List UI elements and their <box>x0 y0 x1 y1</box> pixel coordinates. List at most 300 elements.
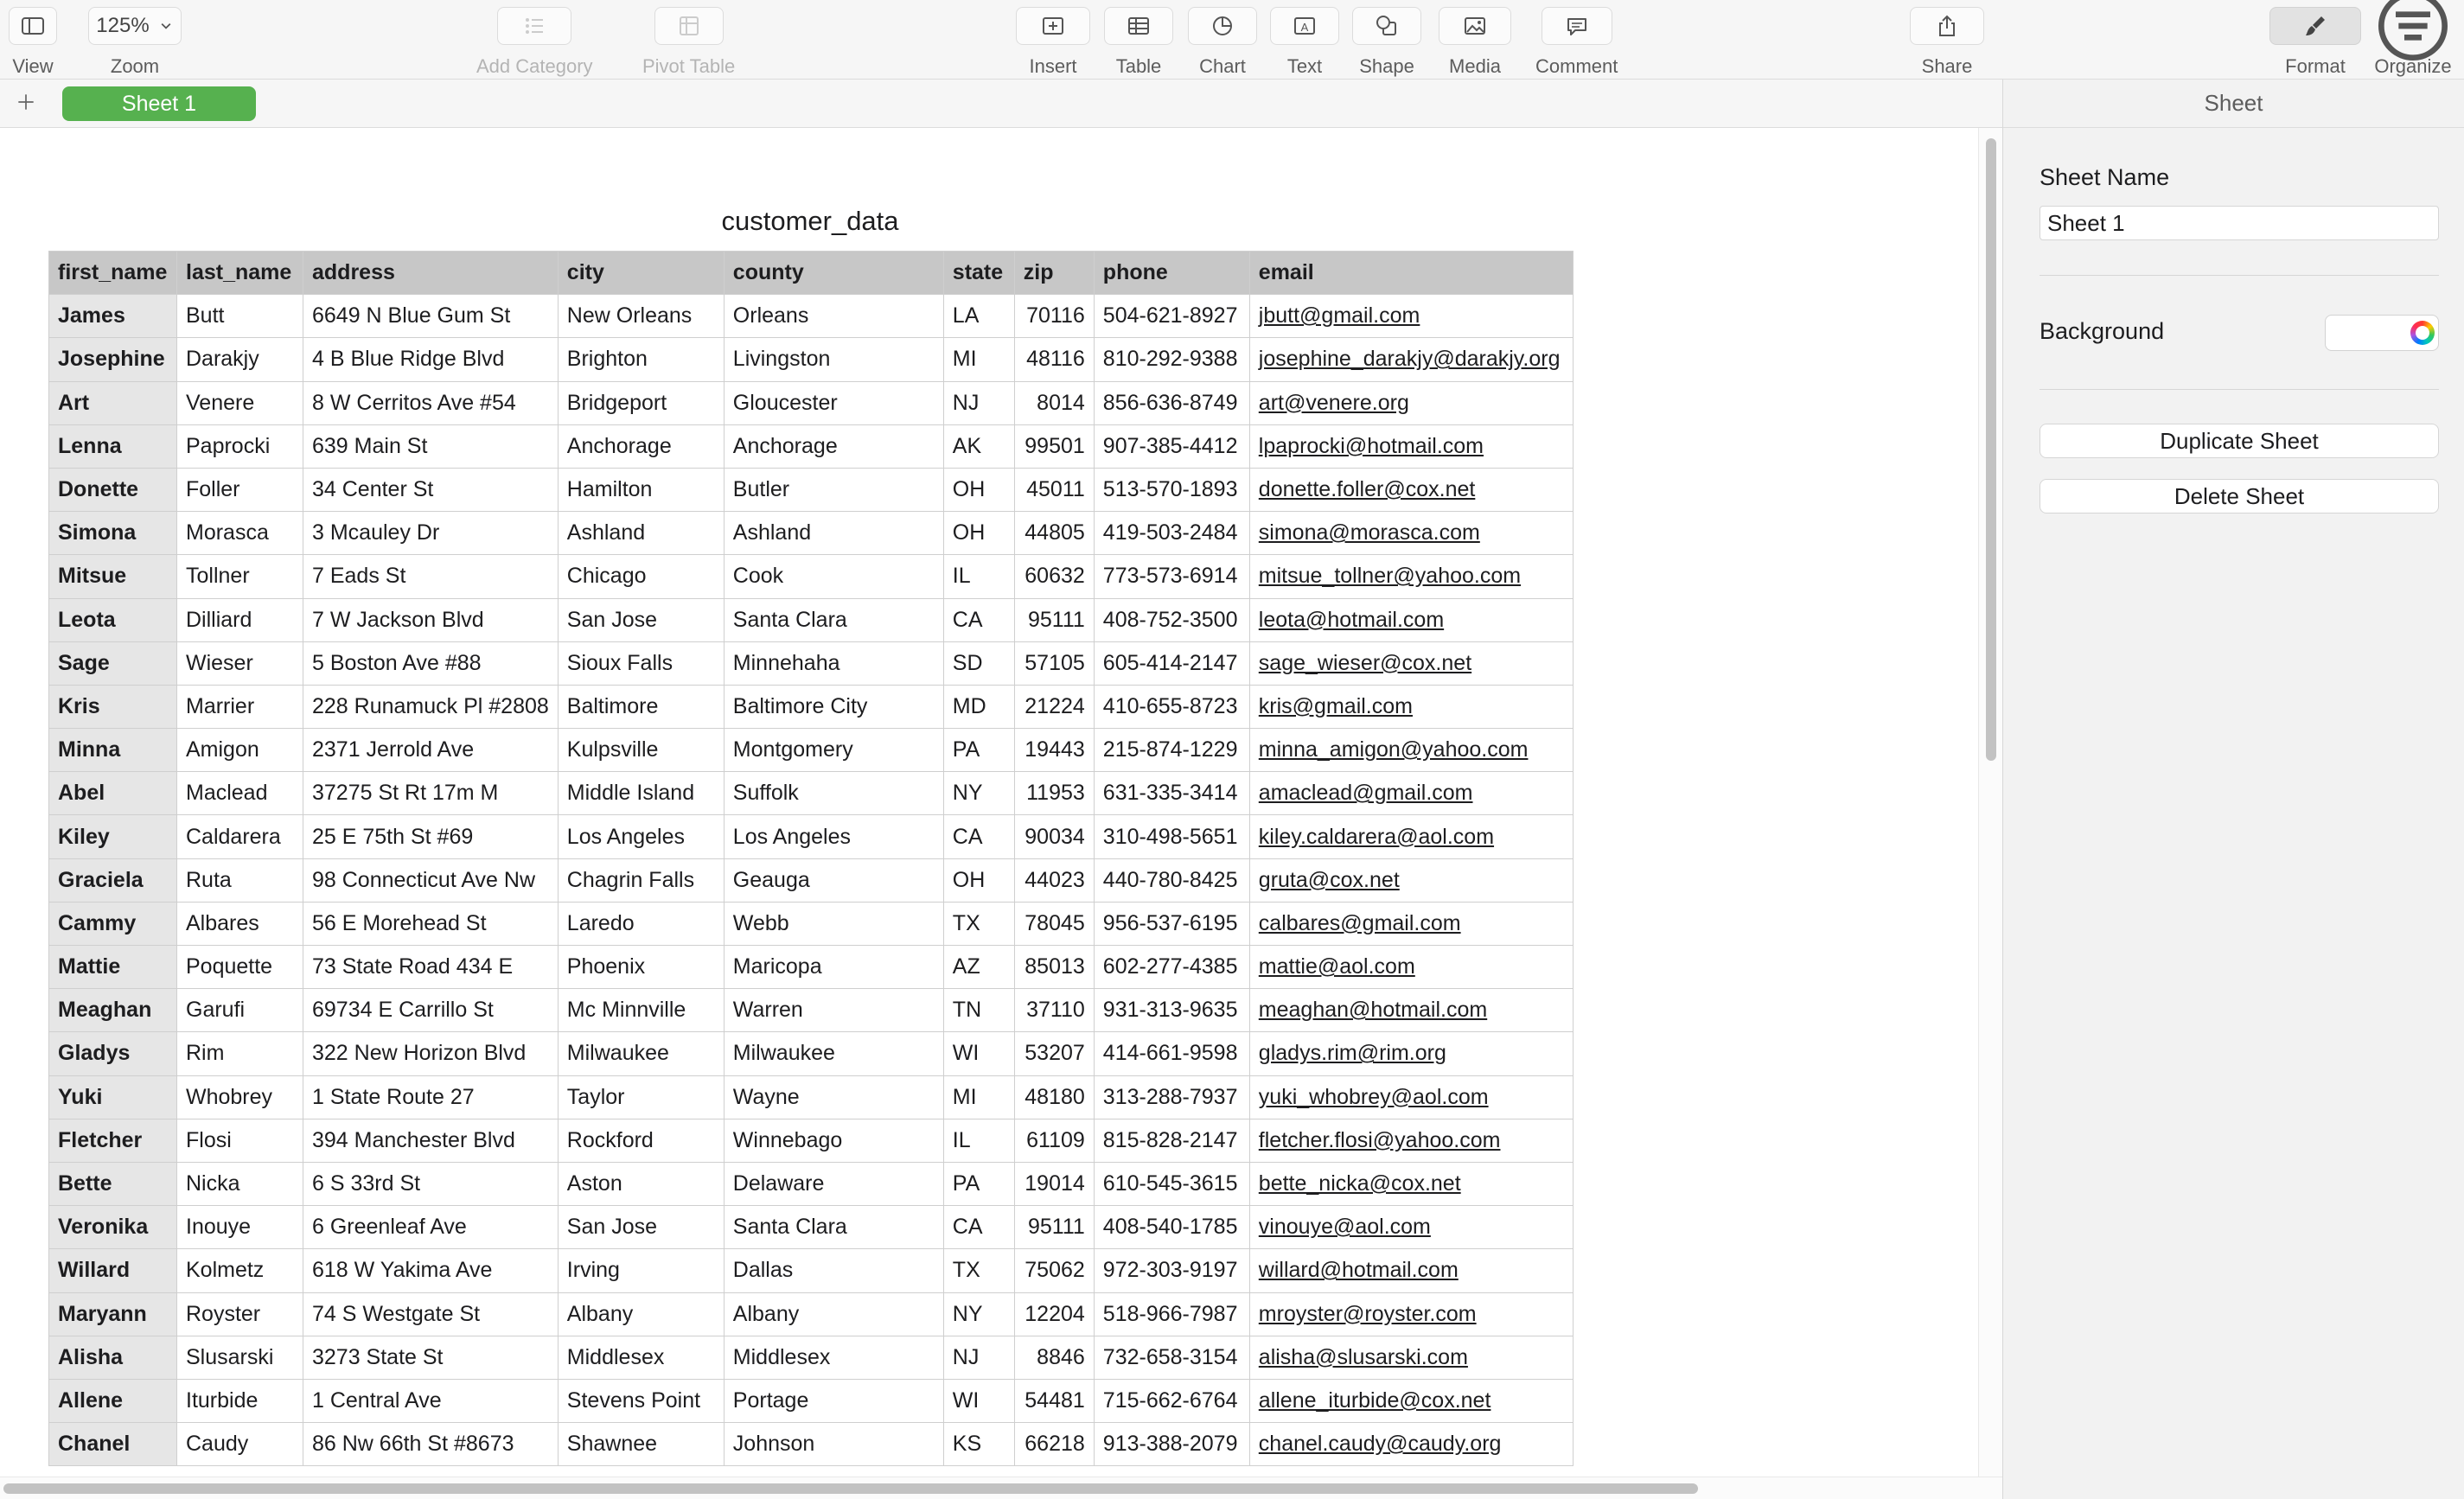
table-row[interactable] <box>49 295 1574 338</box>
first-name-cell[interactable]: Abel <box>49 772 177 815</box>
column-header[interactable]: zip <box>1014 252 1094 295</box>
city-cell[interactable]: Anchorage <box>558 424 724 468</box>
phone-cell[interactable]: 518-966-7987 <box>1094 1292 1249 1336</box>
email-cell[interactable]: amaclead@gmail.com <box>1249 772 1573 815</box>
state-cell[interactable]: TX <box>943 902 1014 945</box>
county-cell[interactable]: Butler <box>724 468 943 511</box>
zip-cell[interactable]: 11953 <box>1014 772 1094 815</box>
zip-cell[interactable]: 78045 <box>1014 902 1094 945</box>
last-name-cell[interactable]: Nicka <box>177 1162 303 1205</box>
email-cell[interactable]: chanel.caudy@caudy.org <box>1249 1423 1573 1466</box>
zip-cell[interactable]: 12204 <box>1014 1292 1094 1336</box>
first-name-cell[interactable]: Kiley <box>49 815 177 858</box>
phone-cell[interactable]: 410-655-8723 <box>1094 685 1249 728</box>
address-cell[interactable]: 74 S Westgate St <box>303 1292 559 1336</box>
column-header[interactable]: county <box>724 252 943 295</box>
email-cell[interactable]: bette_nicka@cox.net <box>1249 1162 1573 1205</box>
first-name-cell[interactable]: Simona <box>49 512 177 555</box>
county-cell[interactable]: Milwaukee <box>724 1032 943 1075</box>
state-cell[interactable]: AK <box>943 424 1014 468</box>
address-cell[interactable]: 322 New Horizon Blvd <box>303 1032 559 1075</box>
zip-cell[interactable]: 90034 <box>1014 815 1094 858</box>
column-header[interactable]: address <box>303 252 559 295</box>
column-header[interactable]: city <box>558 252 724 295</box>
first-name-cell[interactable]: Kris <box>49 685 177 728</box>
phone-cell[interactable]: 810-292-9388 <box>1094 338 1249 381</box>
table-row[interactable] <box>49 685 1574 728</box>
address-cell[interactable]: 639 Main St <box>303 424 559 468</box>
table-row[interactable] <box>49 946 1574 989</box>
email-cell[interactable]: jbutt@gmail.com <box>1249 295 1573 338</box>
share-button[interactable] <box>1910 7 1984 45</box>
address-cell[interactable]: 56 E Morehead St <box>303 902 559 945</box>
last-name-cell[interactable]: Maclead <box>177 772 303 815</box>
county-cell[interactable]: Maricopa <box>724 946 943 989</box>
address-cell[interactable]: 5 Boston Ave #88 <box>303 641 559 685</box>
first-name-cell[interactable]: Mattie <box>49 946 177 989</box>
last-name-cell[interactable]: Iturbide <box>177 1379 303 1422</box>
table-row[interactable] <box>49 815 1574 858</box>
last-name-cell[interactable]: Rim <box>177 1032 303 1075</box>
zip-cell[interactable]: 37110 <box>1014 989 1094 1032</box>
zip-cell[interactable]: 48180 <box>1014 1075 1094 1119</box>
city-cell[interactable]: Taylor <box>558 1075 724 1119</box>
table-row[interactable] <box>49 989 1574 1032</box>
first-name-cell[interactable]: Chanel <box>49 1423 177 1466</box>
horizontal-scroll-thumb[interactable] <box>3 1483 1698 1494</box>
county-cell[interactable]: Ashland <box>724 512 943 555</box>
text-button[interactable] <box>1270 7 1339 45</box>
last-name-cell[interactable]: Darakjy <box>177 338 303 381</box>
format-button[interactable] <box>2269 7 2361 45</box>
zip-cell[interactable]: 54481 <box>1014 1379 1094 1422</box>
first-name-cell[interactable]: Maryann <box>49 1292 177 1336</box>
table-row[interactable] <box>49 1162 1574 1205</box>
email-cell[interactable]: donette.foller@cox.net <box>1249 468 1573 511</box>
address-cell[interactable]: 7 Eads St <box>303 555 559 598</box>
text-control[interactable] <box>1270 7 1339 78</box>
city-cell[interactable]: Stevens Point <box>558 1379 724 1422</box>
city-cell[interactable]: Chagrin Falls <box>558 858 724 902</box>
last-name-cell[interactable]: Venere <box>177 381 303 424</box>
media-control[interactable] <box>1439 7 1511 78</box>
county-cell[interactable]: Winnebago <box>724 1119 943 1162</box>
chart-control[interactable] <box>1188 7 1257 78</box>
insert-button[interactable] <box>1016 7 1090 45</box>
phone-cell[interactable]: 732-658-3154 <box>1094 1336 1249 1379</box>
city-cell[interactable]: Shawnee <box>558 1423 724 1466</box>
address-cell[interactable]: 34 Center St <box>303 468 559 511</box>
email-cell[interactable]: mattie@aol.com <box>1249 946 1573 989</box>
county-cell[interactable]: Los Angeles <box>724 815 943 858</box>
address-cell[interactable]: 6 Greenleaf Ave <box>303 1206 559 1249</box>
table-row[interactable] <box>49 1379 1574 1422</box>
email-cell[interactable]: gladys.rim@rim.org <box>1249 1032 1573 1075</box>
table-row[interactable] <box>49 641 1574 685</box>
first-name-cell[interactable]: Minna <box>49 729 177 772</box>
address-cell[interactable]: 6649 N Blue Gum St <box>303 295 559 338</box>
table-row[interactable] <box>49 1423 1574 1466</box>
last-name-cell[interactable]: Tollner <box>177 555 303 598</box>
city-cell[interactable]: San Jose <box>558 598 724 641</box>
county-cell[interactable]: Middlesex <box>724 1336 943 1379</box>
vertical-scrollbar[interactable] <box>1978 128 2002 1477</box>
add-sheet-button[interactable] <box>9 85 43 119</box>
county-cell[interactable]: Santa Clara <box>724 598 943 641</box>
address-cell[interactable]: 6 S 33rd St <box>303 1162 559 1205</box>
phone-cell[interactable]: 972-303-9197 <box>1094 1249 1249 1292</box>
column-header[interactable]: phone <box>1094 252 1249 295</box>
column-header[interactable]: first_name <box>49 252 177 295</box>
phone-cell[interactable]: 931-313-9635 <box>1094 989 1249 1032</box>
email-cell[interactable]: mroyster@royster.com <box>1249 1292 1573 1336</box>
county-cell[interactable]: Livingston <box>724 338 943 381</box>
city-cell[interactable]: Middle Island <box>558 772 724 815</box>
email-cell[interactable]: kiley.caldarera@aol.com <box>1249 815 1573 858</box>
first-name-cell[interactable]: Leota <box>49 598 177 641</box>
email-cell[interactable]: mitsue_tollner@yahoo.com <box>1249 555 1573 598</box>
phone-cell[interactable]: 504-621-8927 <box>1094 295 1249 338</box>
phone-cell[interactable]: 631-335-3414 <box>1094 772 1249 815</box>
table-row[interactable] <box>49 772 1574 815</box>
table-row[interactable] <box>49 555 1574 598</box>
email-cell[interactable]: gruta@cox.net <box>1249 858 1573 902</box>
email-cell[interactable]: minna_amigon@yahoo.com <box>1249 729 1573 772</box>
first-name-cell[interactable]: James <box>49 295 177 338</box>
email-cell[interactable]: fletcher.flosi@yahoo.com <box>1249 1119 1573 1162</box>
city-cell[interactable]: Ashland <box>558 512 724 555</box>
first-name-cell[interactable]: Cammy <box>49 902 177 945</box>
phone-cell[interactable]: 513-570-1893 <box>1094 468 1249 511</box>
phone-cell[interactable]: 414-661-9598 <box>1094 1032 1249 1075</box>
view-control[interactable] <box>9 7 57 78</box>
county-cell[interactable]: Dallas <box>724 1249 943 1292</box>
shape-button[interactable] <box>1352 7 1421 45</box>
table-row[interactable] <box>49 1032 1574 1075</box>
zip-cell[interactable]: 66218 <box>1014 1423 1094 1466</box>
county-cell[interactable]: Geauga <box>724 858 943 902</box>
state-cell[interactable]: MI <box>943 338 1014 381</box>
zip-cell[interactable]: 48116 <box>1014 338 1094 381</box>
table-row[interactable] <box>49 858 1574 902</box>
city-cell[interactable]: Irving <box>558 1249 724 1292</box>
zip-cell[interactable]: 44805 <box>1014 512 1094 555</box>
address-cell[interactable]: 2371 Jerrold Ave <box>303 729 559 772</box>
zoom-dropdown[interactable] <box>88 7 182 45</box>
county-cell[interactable]: Albany <box>724 1292 943 1336</box>
table-row[interactable] <box>49 512 1574 555</box>
table-button[interactable] <box>1104 7 1173 45</box>
last-name-cell[interactable]: Inouye <box>177 1206 303 1249</box>
organize-control[interactable] <box>2370 7 2456 78</box>
last-name-cell[interactable]: Butt <box>177 295 303 338</box>
delete-sheet-button[interactable]: Delete Sheet <box>2040 479 2439 513</box>
address-cell[interactable]: 25 E 75th St #69 <box>303 815 559 858</box>
phone-cell[interactable]: 215-874-1229 <box>1094 729 1249 772</box>
phone-cell[interactable]: 856-636-8749 <box>1094 381 1249 424</box>
county-cell[interactable]: Suffolk <box>724 772 943 815</box>
table-title[interactable]: customer_data <box>721 206 899 236</box>
format-control[interactable] <box>2269 7 2361 78</box>
chart-button[interactable] <box>1188 7 1257 45</box>
county-cell[interactable]: Johnson <box>724 1423 943 1466</box>
zip-cell[interactable]: 99501 <box>1014 424 1094 468</box>
table-row[interactable] <box>49 1119 1574 1162</box>
phone-cell[interactable]: 715-662-6764 <box>1094 1379 1249 1422</box>
state-cell[interactable]: OH <box>943 512 1014 555</box>
phone-cell[interactable]: 610-545-3615 <box>1094 1162 1249 1205</box>
email-cell[interactable]: vinouye@aol.com <box>1249 1206 1573 1249</box>
state-cell[interactable]: KS <box>943 1423 1014 1466</box>
county-cell[interactable]: Gloucester <box>724 381 943 424</box>
address-cell[interactable]: 86 Nw 66th St #8673 <box>303 1423 559 1466</box>
address-cell[interactable]: 73 State Road 434 E <box>303 946 559 989</box>
zip-cell[interactable]: 95111 <box>1014 598 1094 641</box>
city-cell[interactable]: Mc Minnville <box>558 989 724 1032</box>
county-cell[interactable]: Minnehaha <box>724 641 943 685</box>
state-cell[interactable]: SD <box>943 641 1014 685</box>
city-cell[interactable]: Albany <box>558 1292 724 1336</box>
comment-control[interactable] <box>1535 7 1618 78</box>
first-name-cell[interactable]: Yuki <box>49 1075 177 1119</box>
zip-cell[interactable]: 19443 <box>1014 729 1094 772</box>
state-cell[interactable]: PA <box>943 729 1014 772</box>
first-name-cell[interactable]: Art <box>49 381 177 424</box>
state-cell[interactable]: CA <box>943 598 1014 641</box>
last-name-cell[interactable]: Amigon <box>177 729 303 772</box>
table-row[interactable] <box>49 1075 1574 1119</box>
first-name-cell[interactable]: Veronika <box>49 1206 177 1249</box>
first-name-cell[interactable]: Mitsue <box>49 555 177 598</box>
first-name-cell[interactable]: Bette <box>49 1162 177 1205</box>
last-name-cell[interactable]: Marrier <box>177 685 303 728</box>
table-row[interactable] <box>49 902 1574 945</box>
county-cell[interactable]: Anchorage <box>724 424 943 468</box>
zip-cell[interactable]: 19014 <box>1014 1162 1094 1205</box>
phone-cell[interactable]: 440-780-8425 <box>1094 858 1249 902</box>
zip-cell[interactable]: 75062 <box>1014 1249 1094 1292</box>
shape-control[interactable] <box>1352 7 1421 78</box>
last-name-cell[interactable]: Caldarera <box>177 815 303 858</box>
city-cell[interactable]: Brighton <box>558 338 724 381</box>
city-cell[interactable]: Rockford <box>558 1119 724 1162</box>
column-header[interactable]: email <box>1249 252 1573 295</box>
address-cell[interactable]: 3 Mcauley Dr <box>303 512 559 555</box>
county-cell[interactable]: Wayne <box>724 1075 943 1119</box>
address-cell[interactable]: 98 Connecticut Ave Nw <box>303 858 559 902</box>
zip-cell[interactable]: 61109 <box>1014 1119 1094 1162</box>
email-cell[interactable]: yuki_whobrey@aol.com <box>1249 1075 1573 1119</box>
email-cell[interactable]: leota@hotmail.com <box>1249 598 1573 641</box>
table-row[interactable] <box>49 1249 1574 1292</box>
media-button[interactable] <box>1439 7 1511 45</box>
state-cell[interactable]: OH <box>943 468 1014 511</box>
phone-cell[interactable]: 956-537-6195 <box>1094 902 1249 945</box>
share-control[interactable] <box>1910 7 1984 78</box>
city-cell[interactable]: Laredo <box>558 902 724 945</box>
last-name-cell[interactable]: Albares <box>177 902 303 945</box>
last-name-cell[interactable]: Morasca <box>177 512 303 555</box>
email-cell[interactable]: sage_wieser@cox.net <box>1249 641 1573 685</box>
add-category-button[interactable] <box>497 7 571 45</box>
last-name-cell[interactable]: Paprocki <box>177 424 303 468</box>
state-cell[interactable]: AZ <box>943 946 1014 989</box>
view-button[interactable] <box>9 7 57 45</box>
first-name-cell[interactable]: Allene <box>49 1379 177 1422</box>
zip-cell[interactable]: 45011 <box>1014 468 1094 511</box>
email-cell[interactable]: josephine_darakjy@darakjy.org <box>1249 338 1573 381</box>
city-cell[interactable]: Los Angeles <box>558 815 724 858</box>
table-row[interactable] <box>49 729 1574 772</box>
state-cell[interactable]: MD <box>943 685 1014 728</box>
add-category-control[interactable] <box>476 7 593 78</box>
county-cell[interactable]: Montgomery <box>724 729 943 772</box>
last-name-cell[interactable]: Garufi <box>177 989 303 1032</box>
duplicate-sheet-button[interactable]: Duplicate Sheet <box>2040 424 2439 458</box>
zip-cell[interactable]: 8846 <box>1014 1336 1094 1379</box>
state-cell[interactable]: TX <box>943 1249 1014 1292</box>
county-cell[interactable]: Cook <box>724 555 943 598</box>
county-cell[interactable]: Webb <box>724 902 943 945</box>
customer-data-table[interactable] <box>48 251 1574 1466</box>
phone-cell[interactable]: 773-573-6914 <box>1094 555 1249 598</box>
email-cell[interactable]: meaghan@hotmail.com <box>1249 989 1573 1032</box>
county-cell[interactable]: Orleans <box>724 295 943 338</box>
last-name-cell[interactable]: Dilliard <box>177 598 303 641</box>
state-cell[interactable]: LA <box>943 295 1014 338</box>
state-cell[interactable]: WI <box>943 1032 1014 1075</box>
phone-cell[interactable]: 815-828-2147 <box>1094 1119 1249 1162</box>
city-cell[interactable]: Chicago <box>558 555 724 598</box>
address-cell[interactable]: 228 Runamuck Pl #2808 <box>303 685 559 728</box>
phone-cell[interactable]: 913-388-2079 <box>1094 1423 1249 1466</box>
first-name-cell[interactable]: Meaghan <box>49 989 177 1032</box>
first-name-cell[interactable]: Willard <box>49 1249 177 1292</box>
zip-cell[interactable]: 44023 <box>1014 858 1094 902</box>
table-row[interactable] <box>49 424 1574 468</box>
table-control[interactable] <box>1104 7 1173 78</box>
table-row[interactable] <box>49 381 1574 424</box>
address-cell[interactable]: 3273 State St <box>303 1336 559 1379</box>
phone-cell[interactable]: 313-288-7937 <box>1094 1075 1249 1119</box>
first-name-cell[interactable]: Graciela <box>49 858 177 902</box>
city-cell[interactable]: Baltimore <box>558 685 724 728</box>
table-row[interactable] <box>49 1336 1574 1379</box>
city-cell[interactable]: Hamilton <box>558 468 724 511</box>
phone-cell[interactable]: 408-752-3500 <box>1094 598 1249 641</box>
phone-cell[interactable]: 310-498-5651 <box>1094 815 1249 858</box>
tab-sheet-1[interactable]: Sheet 1 <box>62 86 256 121</box>
column-header[interactable]: last_name <box>177 252 303 295</box>
email-cell[interactable]: allene_iturbide@cox.net <box>1249 1379 1573 1422</box>
city-cell[interactable]: Sioux Falls <box>558 641 724 685</box>
state-cell[interactable]: NY <box>943 772 1014 815</box>
zip-cell[interactable]: 57105 <box>1014 641 1094 685</box>
sheet-canvas[interactable] <box>0 128 1978 1477</box>
state-cell[interactable]: WI <box>943 1379 1014 1422</box>
county-cell[interactable]: Baltimore City <box>724 685 943 728</box>
first-name-cell[interactable]: Sage <box>49 641 177 685</box>
zip-cell[interactable]: 60632 <box>1014 555 1094 598</box>
county-cell[interactable]: Warren <box>724 989 943 1032</box>
address-cell[interactable]: 8 W Cerritos Ave #54 <box>303 381 559 424</box>
insert-control[interactable] <box>1016 7 1090 78</box>
state-cell[interactable]: PA <box>943 1162 1014 1205</box>
state-cell[interactable]: OH <box>943 858 1014 902</box>
table-row[interactable] <box>49 468 1574 511</box>
zip-cell[interactable]: 95111 <box>1014 1206 1094 1249</box>
address-cell[interactable]: 618 W Yakima Ave <box>303 1249 559 1292</box>
city-cell[interactable]: Kulpsville <box>558 729 724 772</box>
last-name-cell[interactable]: Flosi <box>177 1119 303 1162</box>
address-cell[interactable]: 1 State Route 27 <box>303 1075 559 1119</box>
address-cell[interactable]: 394 Manchester Blvd <box>303 1119 559 1162</box>
address-cell[interactable]: 37275 St Rt 17m M <box>303 772 559 815</box>
address-cell[interactable]: 7 W Jackson Blvd <box>303 598 559 641</box>
pivot-table-control[interactable] <box>642 7 735 78</box>
last-name-cell[interactable]: Slusarski <box>177 1336 303 1379</box>
county-cell[interactable]: Delaware <box>724 1162 943 1205</box>
color-wheel-icon[interactable] <box>2410 321 2435 345</box>
table-row[interactable] <box>49 1292 1574 1336</box>
phone-cell[interactable]: 605-414-2147 <box>1094 641 1249 685</box>
city-cell[interactable]: Bridgeport <box>558 381 724 424</box>
city-cell[interactable]: San Jose <box>558 1206 724 1249</box>
state-cell[interactable]: TN <box>943 989 1014 1032</box>
state-cell[interactable]: NJ <box>943 1336 1014 1379</box>
first-name-cell[interactable]: Josephine <box>49 338 177 381</box>
organize-button[interactable] <box>2370 7 2456 45</box>
city-cell[interactable]: Milwaukee <box>558 1032 724 1075</box>
background-color-well[interactable] <box>2325 315 2439 351</box>
email-cell[interactable]: calbares@gmail.com <box>1249 902 1573 945</box>
zip-cell[interactable]: 70116 <box>1014 295 1094 338</box>
state-cell[interactable]: MI <box>943 1075 1014 1119</box>
zip-cell[interactable]: 8014 <box>1014 381 1094 424</box>
email-cell[interactable]: willard@hotmail.com <box>1249 1249 1573 1292</box>
email-cell[interactable]: lpaprocki@hotmail.com <box>1249 424 1573 468</box>
last-name-cell[interactable]: Wieser <box>177 641 303 685</box>
email-cell[interactable]: art@venere.org <box>1249 381 1573 424</box>
pivot-table-button[interactable] <box>654 7 724 45</box>
last-name-cell[interactable]: Royster <box>177 1292 303 1336</box>
table-row[interactable] <box>49 1206 1574 1249</box>
address-cell[interactable]: 69734 E Carrillo St <box>303 989 559 1032</box>
first-name-cell[interactable]: Alisha <box>49 1336 177 1379</box>
email-cell[interactable]: kris@gmail.com <box>1249 685 1573 728</box>
phone-cell[interactable]: 419-503-2484 <box>1094 512 1249 555</box>
zoom-control[interactable] <box>88 7 182 78</box>
table-row[interactable] <box>49 598 1574 641</box>
state-cell[interactable]: IL <box>943 555 1014 598</box>
last-name-cell[interactable]: Ruta <box>177 858 303 902</box>
state-cell[interactable]: NJ <box>943 381 1014 424</box>
horizontal-scrollbar[interactable] <box>0 1477 2002 1499</box>
phone-cell[interactable]: 907-385-4412 <box>1094 424 1249 468</box>
state-cell[interactable]: CA <box>943 815 1014 858</box>
zip-cell[interactable]: 85013 <box>1014 946 1094 989</box>
last-name-cell[interactable]: Foller <box>177 468 303 511</box>
last-name-cell[interactable]: Whobrey <box>177 1075 303 1119</box>
city-cell[interactable]: Phoenix <box>558 946 724 989</box>
column-header[interactable]: state <box>943 252 1014 295</box>
vertical-scroll-thumb[interactable] <box>1986 138 1996 761</box>
city-cell[interactable]: Aston <box>558 1162 724 1205</box>
last-name-cell[interactable]: Kolmetz <box>177 1249 303 1292</box>
phone-cell[interactable]: 602-277-4385 <box>1094 946 1249 989</box>
county-cell[interactable]: Portage <box>724 1379 943 1422</box>
zip-cell[interactable]: 21224 <box>1014 685 1094 728</box>
